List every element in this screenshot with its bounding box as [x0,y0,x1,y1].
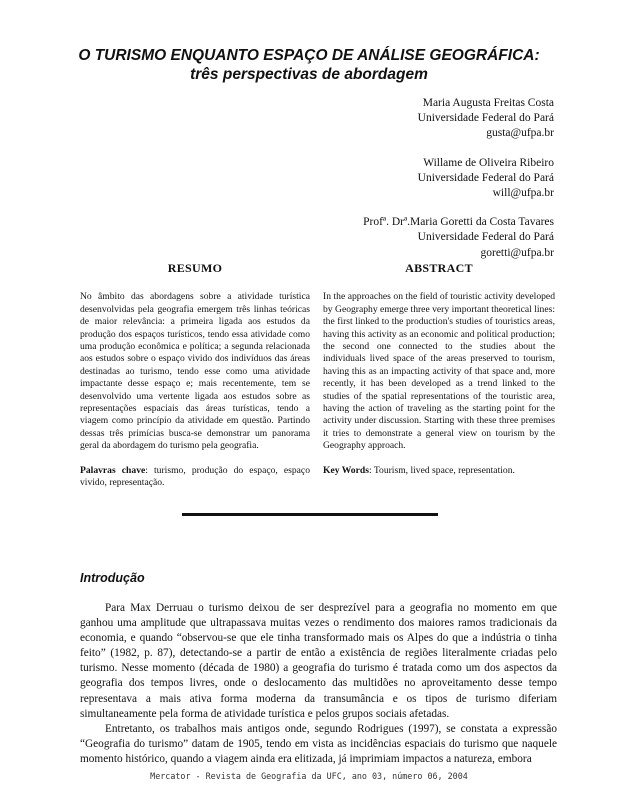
keywords-label: Palavras chave [80,464,146,476]
keywords-list: : turismo, produção do espaço, espaço vivido, representação. [80,464,310,489]
introduction-paragraph: Entretanto, os trabalhos mais antigos onde, segundo Rodrigues (1997), se constata a expressão “Geografia do turismo” datam de 1905, tendo em vista as incidências espaciais do turismo que naquele momento histórico, quando a viagem ainda era elitizada, já imprimiam impactos a natureza, embora [80,722,557,765]
abstract-text: In the approaches on the field of touristic activity developed by Geography emerge three very important theoretical lines: the first linked to the production's studies of touristics areas, having this activity as an economic and political production; the second one connected to the studies about the individuals lived space of the areas preserved to tourism, having this as an impacting activity of that space and, more recently, it has been developed as a trend linked to the studies of the spatial representations of the touristic area, having the action of traveling as the starting point for the activity under discussion. Starting with these three premises it tries to demonstrate a general view on tourism by the Geography approach. [323,291,555,452]
author-affiliation: Universidade Federal do Pará [417,171,554,184]
author-1 [363,96,554,142]
author-email: goretti@ufpa.br [480,246,554,259]
resumo-keywords [80,465,310,490]
author-3 [363,215,554,261]
abstract-keywords [323,465,555,477]
introduction-paragraph: Para Max Derruau o turismo deixou de ser desprezível para a geografia no momento em que ganhou uma amplitude que ultrapassava muitas vezes o rendimento dos maiores ramos tradicionais da economia, e quando “observou-se que ele tinha transformado mais os Alpes do que a indústria o tinha feito” (1982, p. 87), detectando-se a partir de então a existência de regiões literalmente criadas pelo turismo. Nesse momento (década de 1980) a geografia do turismo é tratada como um dos aspectos da geografia dos tempos livres, onde o deslocamento das multidões no aproveitamento desse tempo representava a mais ativa forma moderna da transumância e os tipos de turismo diferiam simultaneamente pela forma de atividade turística e pelos grupos sociais afetadas. [80,602,557,720]
section-divider [182,513,438,516]
introduction-heading: Introdução [80,571,145,585]
page-footer: Mercator - Revista de Geografia da UFC, ano 03, número 06, 2004 [150,771,468,781]
resumo-column [80,262,310,490]
title-line-2: três perspectivas de abordagem [190,66,428,83]
author-block [363,96,554,275]
author-name: Willame de Oliveira Ribeiro [423,156,554,169]
author-2 [363,156,554,202]
title-line-1: O TURISMO ENQUANTO ESPAÇO DE ANÁLISE GEOGRÁFICA: [78,47,540,64]
introduction-body [80,601,557,767]
keywords-list: : Tourism, lived space, representation. [368,464,515,476]
resumo-text: No âmbito das abordagens sobre a atividade turística desenvolvidas pela geografia emergem três linhas teóricas de maior relevância: a primeira ligada aos estudos da produção dos espaços turísticos, tendo essa atividade como uma produção econômica e política; a segunda relacionada aos estudos sobre o espaço vivido dos indivíduos das áreas destinadas ao turismo, tendo esse como uma atividade impactante desse espaço e; mais recentemente, tem se desenvolvido uma vertente ligada aos estudos sobre as representações espaciais das áreas turísticas, tendo a viagem como princípio da atividade em questão. Partindo dessas três primícias busca-se demonstrar um panorama geral da abordagem do turismo pela geografia. [80,291,310,452]
keywords-label: Key Words [323,464,369,476]
author-name: Profª. Drª.Maria Goretti da Costa Tavares [363,216,554,229]
abstract-column [323,262,555,477]
paper-title [0,46,618,84]
abstract-heading: ABSTRACT [405,261,473,275]
author-email: gusta@ufpa.br [486,127,554,140]
author-name: Maria Augusta Freitas Costa [422,97,554,109]
author-email: will@ufpa.br [492,187,554,200]
author-affiliation: Universidade Federal do Pará [417,112,554,125]
resumo-heading: RESUMO [167,261,223,275]
author-affiliation: Universidade Federal do Pará [417,231,554,244]
